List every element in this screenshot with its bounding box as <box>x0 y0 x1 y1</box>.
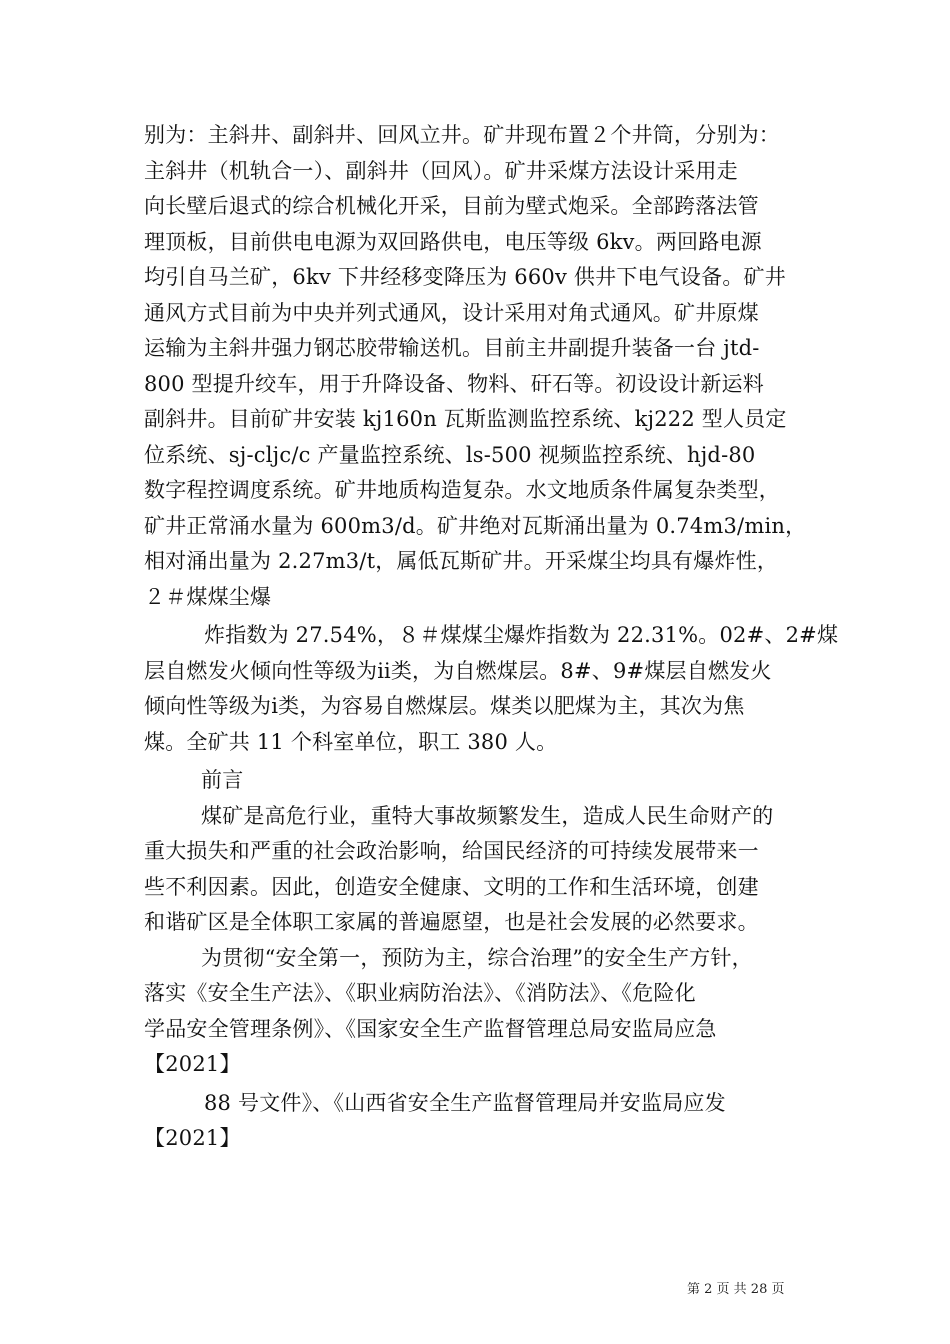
text-line: 运输为主斜井强力钢芯胶带输送机。目前主井副提升装备一台 jtd- <box>144 336 760 360</box>
text-line: 为贯彻“安全第一，预防为主，综合治理”的安全生产方针， <box>201 945 753 970</box>
text-line: 和谐矿区是全体职工家属的普遍愿望，也是社会发展的必然要求。 <box>144 910 759 934</box>
text-line: 层自燃发火倾向性等级为ⅱ类，为自燃煤层。8#、9#煤层自燃发火 <box>144 658 772 683</box>
page-number: 第 2 页 共 28 页 <box>687 1282 785 1297</box>
text-line: 位系统、sj-cljc/c 产量监控系统、ls-500 视频监控系统、hjd-80 <box>144 442 756 467</box>
text-line: 【2021】 <box>144 1052 241 1076</box>
text-line: 理顶板，目前供电电源为双回路供电，电压等级 6kv。两回路电源 <box>144 229 762 254</box>
text-line: 煤矿是高危行业，重特大事故频繁发生，造成人民生命财产的 <box>201 803 774 828</box>
text-line: 煤。全矿共 11 个科室单位，职工 380 人。 <box>144 729 558 754</box>
section-heading: 前言 <box>201 768 244 792</box>
text-line: 通风方式目前为中央并列式通风，设计采用对角式通风。矿井原煤 <box>144 300 759 325</box>
text-line: 数字程控调度系统。矿井地质构造复杂。水文地质条件属复杂类型， <box>144 478 780 502</box>
text-line: 【2021】 <box>144 1126 241 1150</box>
text-line: 矿井正常涌水量为 600m3/d。矿井绝对瓦斯涌出量为 0.74m3/min， <box>144 513 807 538</box>
text-line: 副斜井。目前矿井安装 kj160n 瓦斯监测监控系统、kj222 型人员定 <box>144 407 787 431</box>
text-line: 主斜井（机轨合一）、副斜井（回风）。矿井采煤方法设计采用走 <box>144 158 738 183</box>
text-line: ２＃煤煤尘爆 <box>144 584 272 609</box>
text-line: 重大损失和严重的社会政治影响，给国民经济的可持续发展带来一 <box>144 839 759 863</box>
text-line: 倾向性等级为ⅰ类，为容易自燃煤层。煤类以肥煤为主，其次为焦 <box>144 694 745 718</box>
document-body <box>144 118 839 1157</box>
text-line: 800 型提升绞车，用于升降设备、物料、矸石等。初设设计新运料 <box>144 371 764 396</box>
text-line: 88 号文件》、《山西省安全生产监督管理局并安监局应发 <box>204 1090 726 1115</box>
text-line: 学品安全管理条例》、《国家安全生产监督管理总局安监局应急 <box>144 1016 717 1041</box>
text-line: 落实《安全生产法》、《职业病防治法》、《消防法》、《危险化 <box>144 981 696 1005</box>
text-line: 别为：主斜井、副斜井、回风立井。矿井现布置２个井筒，分别为： <box>144 123 780 147</box>
text-line: 向长壁后退式的综合机械化开采，目前为壁式炮采。全部跨落法管 <box>144 194 759 218</box>
text-line: 相对涌出量为 2.27m3/t，属低瓦斯矿井。开采煤尘均具有爆炸性， <box>144 549 779 573</box>
text-line: 均引自马兰矿，6kv 下井经移变降压为 660v 供井下电气设备。矿井 <box>144 265 786 289</box>
text-line: 炸指数为 27.54%，８＃煤煤尘爆炸指数为 22.31%。02#、2#煤 <box>204 623 839 647</box>
text-line: 些不利因素。因此，创造安全健康、文明的工作和生活环境，创建 <box>144 874 759 899</box>
